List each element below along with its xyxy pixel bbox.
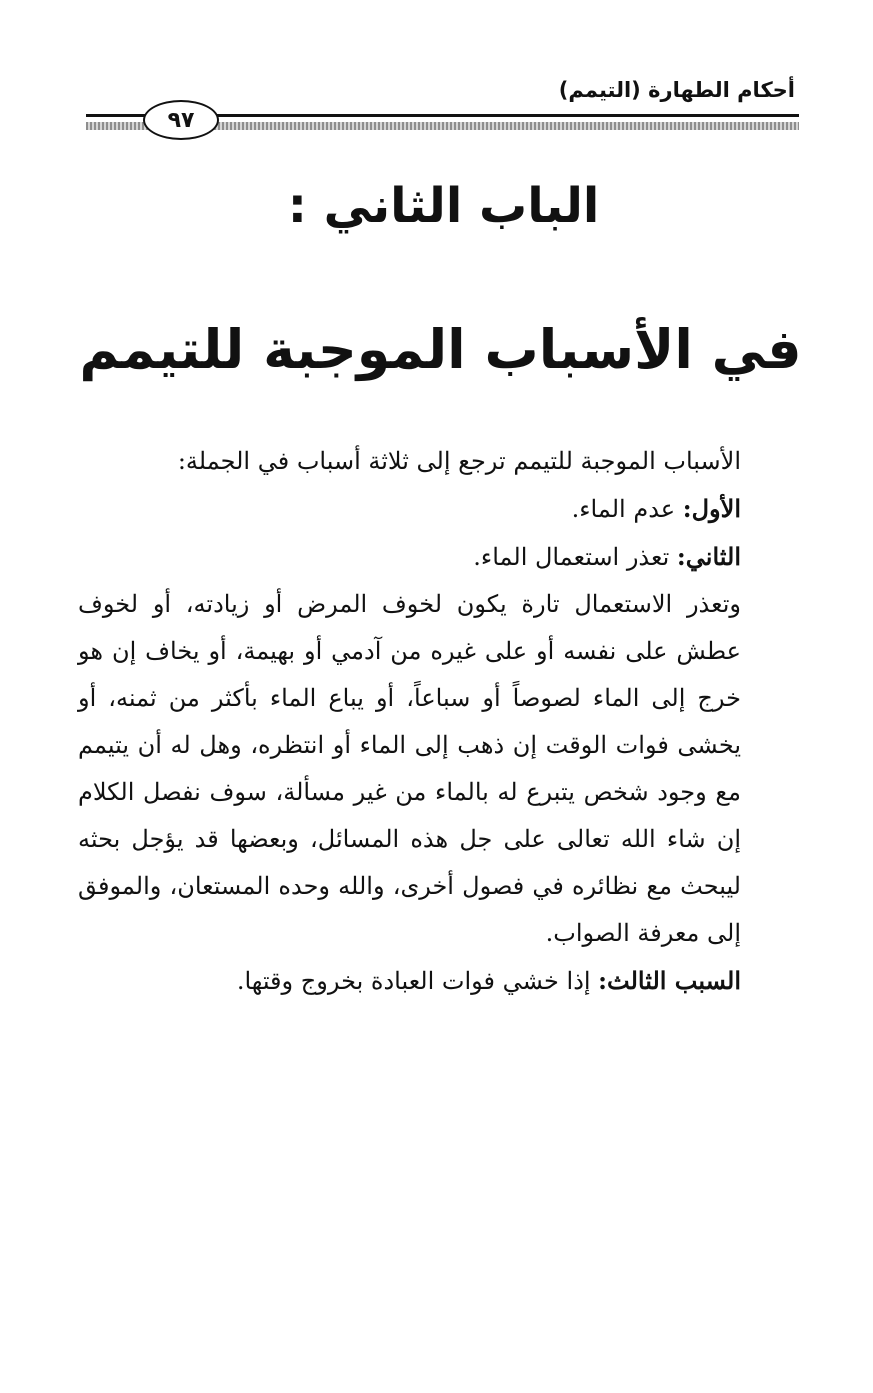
body-text: [78, 438, 795, 1005]
second-cause-label: الثاني:: [676, 542, 741, 571]
explanation-paragraph: وتعذر الاستعمال تارة يكون لخوف المرض أو زيادته، أو لخوف عطش على نفسه أو على غيره من آدمي أو بهيمة، أو يخاف إن هو خرج إلى الماء لصوصاً أو سباعاً، أو يباع الماء بأكثر من ثمنه، أو يخشى فوات الوقت إن ذهب إلى الماء أو انتظره، وهل له أن يتيمم مع وجود شخص يتبرع له بالماء من غير مسألة، سوف نفصل الكلام إن شاء الله تعالى على جل هذه المسائل، وبعضها قد يؤجل بحثه ليبحث مع نظائره في فصول أخرى، والله وحده المستعان، والموفق إلى معرفة الصواب.: [78, 590, 741, 947]
third-cause: [78, 957, 795, 1005]
chapter-title: الباب الثاني :: [287, 178, 600, 234]
running-header-title: أحكام الطهارة (التيمم): [558, 78, 795, 102]
page-number: ٩٧: [167, 107, 195, 133]
intro-line: الأسباب الموجبة للتيمم ترجع إلى ثلاثة أسباب في الجملة:: [177, 447, 741, 475]
chapter-subtitle: في الأسباب الموجبة للتيمم: [79, 318, 802, 381]
first-cause-text: عدم الماء.: [571, 495, 683, 523]
third-cause-label: السبب الثالث:: [598, 966, 741, 995]
second-cause: [78, 533, 795, 581]
first-cause-label: الأول:: [682, 494, 741, 523]
second-cause-text: تعذر استعمال الماء.: [473, 543, 677, 571]
third-cause-text: إذا خشي فوات العبادة بخروج وقتها.: [236, 967, 599, 995]
page-number-badge: [143, 100, 219, 140]
first-cause: [78, 485, 795, 533]
